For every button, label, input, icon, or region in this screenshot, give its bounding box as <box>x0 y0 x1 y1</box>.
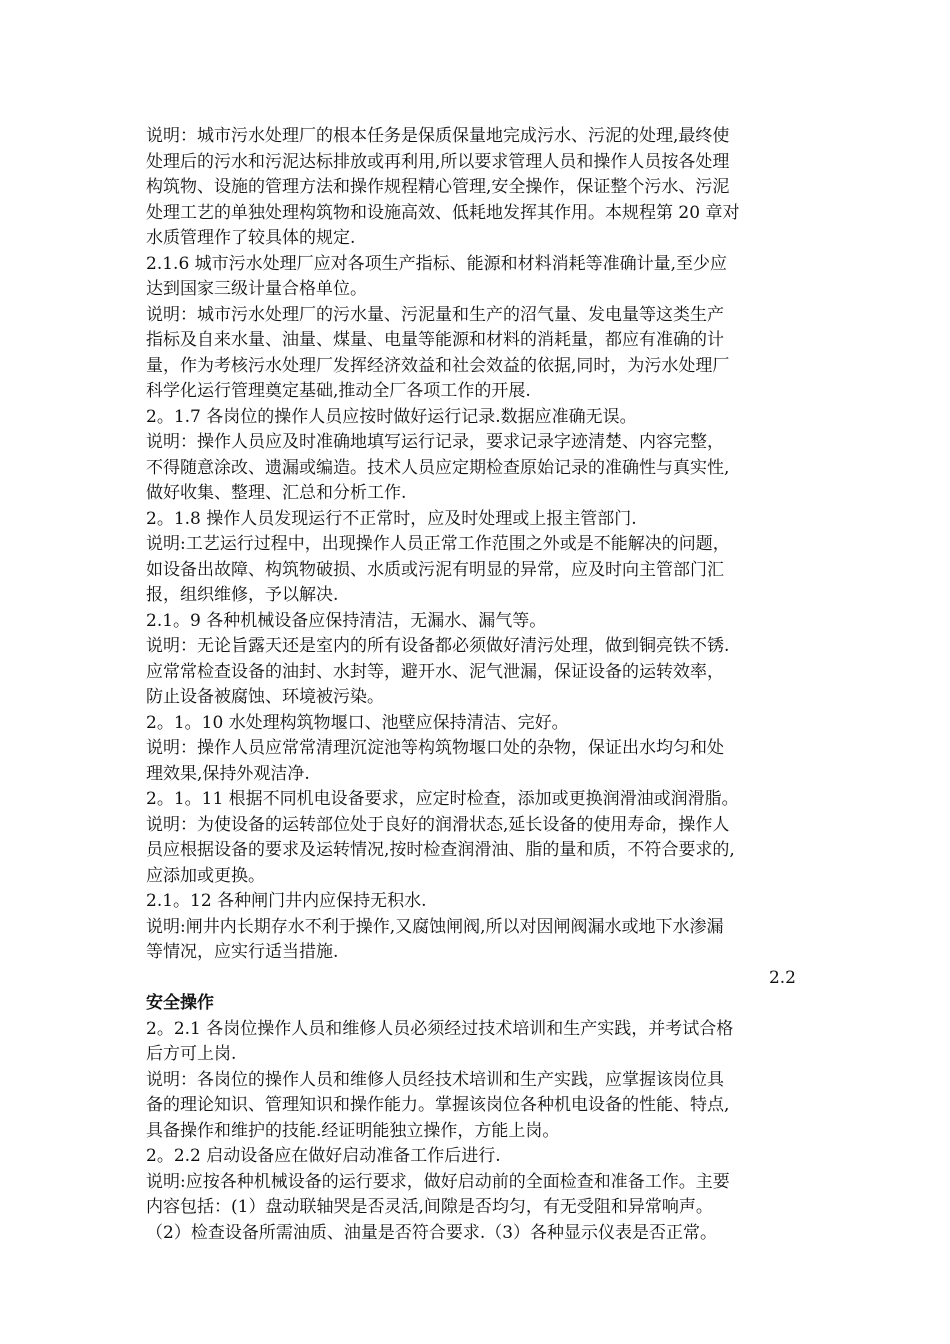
text-line: 说明：为使设备的运转部位处于良好的润滑状态,延长设备的使用寿命，操作人 <box>146 814 730 835</box>
text-line: 应添加或更换。 <box>146 865 265 886</box>
text-line: 内容包括：(1）盘动联轴哭是否灵活,间隙是否均匀，有无受阻和异常响声。 <box>146 1197 713 1217</box>
text-line: 量，作为考核污水处理厂发挥经济效益和社会效益的依据,同时，为污水处理厂 <box>146 355 730 376</box>
document-body <box>146 124 814 1246</box>
text-line: 处理后的污水和污泥达标排放或再利用,所以要求管理人员和操作人员按各处理 <box>146 151 730 172</box>
text-line: 做好收集、整理、汇总和分析工作. <box>146 483 407 503</box>
text-line: 说明：城市污水处理厂的根本任务是保质保量地完成污水、污泥的处理,最终使 <box>146 126 730 146</box>
text-line: 如设备出故障、构筑物破损、水质或污泥有明显的异常，应及时向主管部门汇 <box>146 559 724 580</box>
text-line: 等情况，应实行适当措施. <box>146 942 339 962</box>
text-line: 2.1。9 各种机械设备应保持清洁，无漏水、漏气等。 <box>146 610 547 631</box>
text-line: 不得随意涂改、遗漏或编造。技术人员应定期检查原始记录的准确性与真实性, <box>146 457 730 478</box>
text-line: 处理工艺的单独处理构筑物和设施高效、低耗地发挥其作用。本规程第 20 章对 <box>146 202 740 223</box>
text-line: 说明：操作人员应及时准确地填写运行记录，要求记录字迹清楚、内容完整， <box>146 432 724 452</box>
text-line: 2。1。10 水处理构筑物堰口、池壁应保持清洁、完好。 <box>146 712 569 733</box>
text-line: 说明:闸井内长期存水不利于操作,又腐蚀闸阀,所以对因闸阀漏水或地下水渗漏 <box>146 916 724 937</box>
text-line: 应常常检查设备的油封、水封等，避开水、泥气泄漏，保证设备的运转效率， <box>146 661 724 682</box>
text-line: 2。1。11 根据不同机电设备要求，应定时检查，添加或更换润滑油或润滑脂。 <box>146 789 739 809</box>
section-number: 2.2 <box>768 967 796 988</box>
text-line: 防止设备被腐蚀、环境被污染。 <box>146 687 384 707</box>
text-line: 2。1.7 各岗位的操作人员应按时做好运行记录.数据应准确无误。 <box>146 406 637 427</box>
section-heading: 安全操作 <box>146 993 214 1013</box>
text-line: 2.1。12 各种闸门井内应保持无积水. <box>146 891 427 911</box>
text-line: 说明:工艺运行过程中，出现操作人员正常工作范围之外或是不能解决的问题， <box>146 534 730 554</box>
text-line: 2。2.1 各岗位操作人员和维修人员必须经过技术培训和生产实践，并考试合格 <box>146 1018 734 1039</box>
text-line: 构筑物、设施的管理方法和操作规程精心管理,安全操作，保证整个污水、污泥 <box>146 177 730 197</box>
text-line: 具备操作和维护的技能.经证明能独立操作，方能上岗。 <box>146 1120 560 1141</box>
text-line: 说明:应按各种机械设备的运行要求，做好启动前的全面检查和准备工作。主要 <box>146 1171 730 1192</box>
text-line: 说明：无论旨露天还是室内的所有设备都必须做好清污处理，做到铜亮铁不锈. <box>146 636 730 656</box>
text-line: 指标及自来水量、油量、煤量、电量等能源和材料的消耗量，都应有准确的计 <box>146 330 724 350</box>
text-line: 报，组织维修，予以解决. <box>146 585 339 605</box>
text-line: 科学化运行管理奠定基础,推动全厂各项工作的开展. <box>146 381 531 401</box>
text-line: （2）检查设备所需油质、油量是否符合要求.（3）各种显示仪表是否正常。 <box>146 1222 718 1243</box>
text-line: 理效果,保持外观洁净. <box>146 763 310 784</box>
paragraph-block <box>146 124 814 966</box>
text-line: 2.1.6 城市污水处理厂应对各项生产指标、能源和材料消耗等准确计量,至少应 <box>146 253 728 274</box>
text-line: 2。2.2 启动设备应在做好启动准备工作后进行. <box>146 1146 501 1166</box>
paragraph-block <box>146 1017 814 1247</box>
text-line: 员应根据设备的要求及运转情况,按时检查润滑油、脂的量和质，不符合要求的, <box>146 840 735 860</box>
text-line: 后方可上岗. <box>146 1044 237 1064</box>
text-line: 说明：各岗位的操作人员和维修人员经技术培训和生产实践，应掌握该岗位具 <box>146 1069 724 1090</box>
text-line: 说明：城市污水处理厂的污水量、污泥量和生产的沼气量、发电量等这类生产 <box>146 304 724 325</box>
text-line: 水质管理作了较具体的规定. <box>146 228 356 248</box>
text-line: 2。1.8 操作人员发现运行不正常时，应及时处理或上报主管部门. <box>146 508 637 529</box>
text-line: 备的理论知识、管理知识和操作能力。掌握该岗位各种机电设备的性能、特点, <box>146 1095 730 1115</box>
text-line: 达到国家三级计量合格单位。 <box>146 279 367 299</box>
text-line: 说明：操作人员应常常清理沉淀池等构筑物堰口处的杂物，保证出水均匀和处 <box>146 738 724 758</box>
